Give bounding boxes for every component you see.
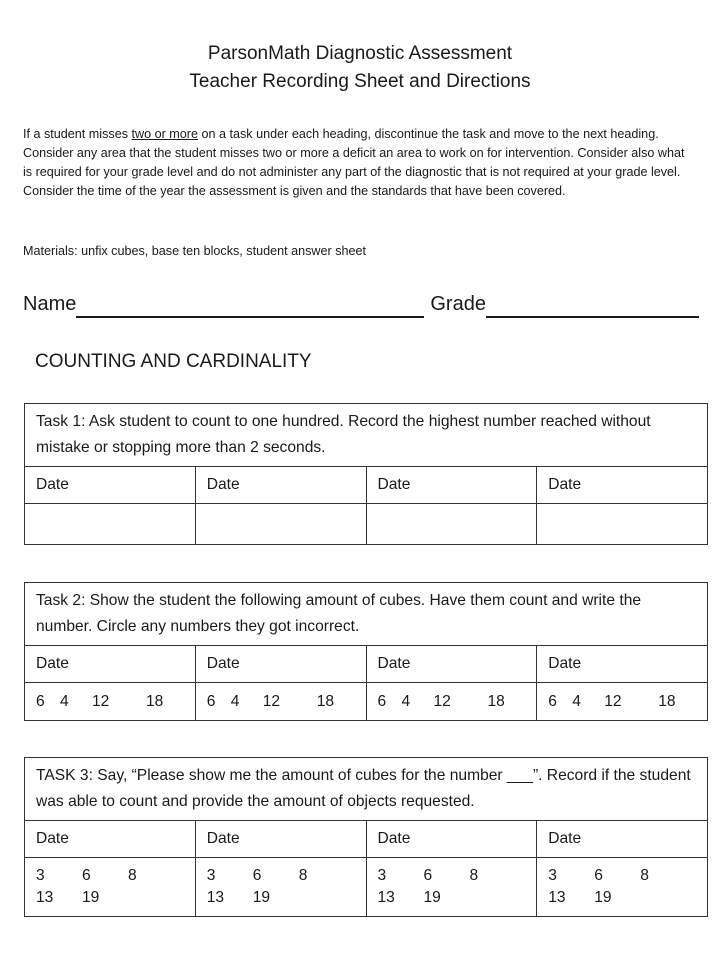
task-3-date-label: Date [537,821,708,858]
grade-label: Grade [430,293,486,315]
task-1-table [24,403,708,545]
number: 19 [252,889,271,906]
task-1-date-label: Date [366,467,537,504]
number: 19 [82,889,100,906]
task-2-date-label: Date [366,646,537,683]
task-3-date-label: Date [25,821,196,858]
number: 8 [640,867,649,884]
task-1-response-cell[interactable] [366,504,537,545]
task-1-date-label: Date [25,467,196,504]
task-3-numbers-cell[interactable] [537,858,708,917]
task-1-date-label: Date [195,467,366,504]
name-label: Name [23,293,77,315]
number: 19 [423,889,441,906]
task-2-numbers-cell[interactable] [195,683,366,721]
task-3-numbers-cell[interactable] [195,858,366,917]
task-1-response-cell[interactable] [25,504,196,545]
task-2-table [24,582,708,721]
number: 8 [298,867,308,884]
task-1-response-cell[interactable] [195,504,366,545]
directions-part-1: If a student misses [23,127,132,141]
task-3-date-label: Date [366,821,537,858]
number: 6 [548,692,557,710]
number: 6 [594,867,603,884]
task-2-numbers-cell[interactable] [25,683,196,721]
section-title: COUNTING AND CARDINALITY [35,351,312,372]
directions-text [23,125,691,201]
task-2-prompt: Task 2: Show the student the following amount of cubes. Have them count and write the number. Circle any numbers they got incorrect. [25,583,708,646]
task-3-numbers-cell[interactable] [25,858,196,917]
task-3-date-label: Date [195,821,366,858]
number: 18 [487,692,505,710]
number: 8 [469,867,479,884]
number: 8 [128,867,137,884]
name-grade-row [23,290,699,318]
number: 19 [594,889,612,906]
number: 13 [377,889,395,906]
number: 13 [36,889,54,906]
name-field[interactable] [76,292,424,318]
directions-underlined: two or more [131,127,198,141]
task-1-response-cell[interactable] [537,504,708,545]
page-title [0,40,720,96]
number: 13 [206,889,225,906]
number: 13 [548,889,566,906]
number: 3 [36,867,45,884]
number: 12 [433,692,451,710]
task-3-prompt: TASK 3: Say, “Please show me the amount of cubes for the number ___”. Record if the student was able to count and provide the amount of objects requested. [25,758,708,821]
number: 6 [423,867,433,884]
grade-field[interactable] [486,292,699,318]
task-2-date-label: Date [537,646,708,683]
number: 6 [82,867,91,884]
number: 4 [572,692,581,710]
title-line-1: ParsonMath Diagnostic Assessment [207,43,513,64]
number: 18 [146,692,164,710]
number: 12 [92,692,110,710]
task-1-date-label: Date [537,467,708,504]
task-2-numbers-cell[interactable] [537,683,708,721]
number: 12 [604,692,622,710]
number: 18 [316,692,335,710]
number: 6 [206,692,216,710]
number: 18 [658,692,676,710]
number: 3 [377,867,387,884]
number: 12 [262,692,281,710]
directions-part-2: on a task under each heading, discontinue the task and move to the next heading. Consider any area that the student misses two or more a deficit an area to work on for intervention. Consider also what is required for your grade level and do not administer any part of the diagnostic that is not required at your grade level. Consider the time of the year the assessment is given and the standards that have been covered. [23,127,685,198]
task-2-numbers-cell[interactable] [366,683,537,721]
number: 6 [377,692,387,710]
task-3-table [24,757,708,917]
number: 3 [548,867,557,884]
task-1-prompt: Task 1: Ask student to count to one hundred. Record the highest number reached without mistake or stopping more than 2 seconds. [25,404,708,467]
number: 6 [36,692,45,710]
number: 4 [60,692,69,710]
task-2-date-label: Date [195,646,366,683]
number: 4 [230,692,240,710]
materials-text: Materials: unfix cubes, base ten blocks, student answer sheet [23,244,367,258]
task-3-numbers-cell[interactable] [366,858,537,917]
title-line-2: Teacher Recording Sheet and Directions [189,71,531,92]
number: 3 [206,867,216,884]
number: 4 [401,692,411,710]
number: 6 [252,867,262,884]
task-2-date-label: Date [25,646,196,683]
